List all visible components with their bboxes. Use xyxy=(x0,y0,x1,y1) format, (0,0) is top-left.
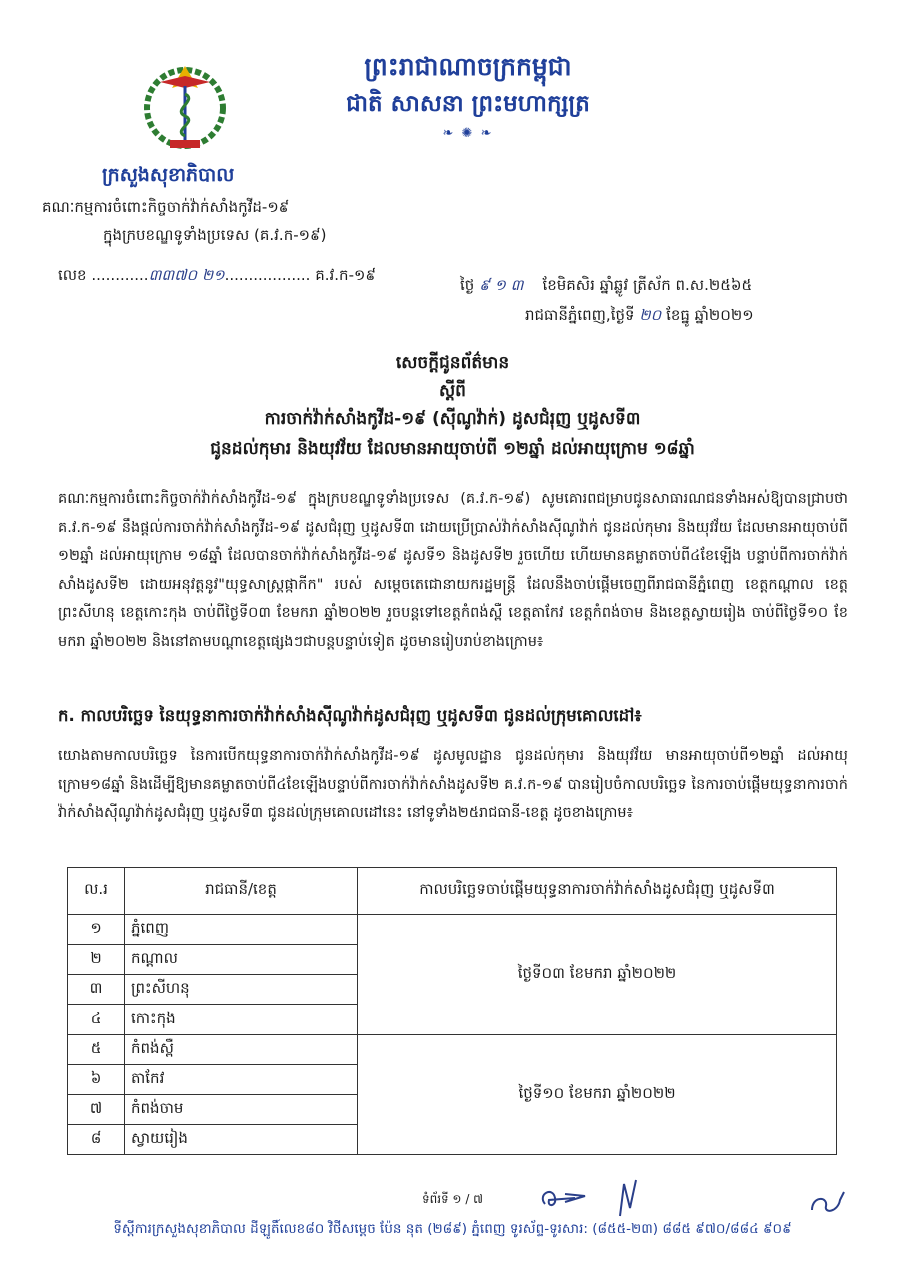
ref-prefix: លេខ xyxy=(58,266,87,284)
lunar-day-handwritten: ៩ ១ ៣ xyxy=(479,276,524,294)
ornament-icon: ❧ ✺ ❧ xyxy=(442,126,494,141)
national-motto: ជាតិ សាសនា ព្រះមហាក្សត្រ xyxy=(346,91,590,117)
schedule-paragraph: យោងតាមកាលបរិច្ឆេទ នៃការបើកយុទ្ធនាការចាក់វ៉ាក់សាំងកូវីដ-១៩ ដូសមូលដ្ឋាន ជូនដល់កុមារ និងយុវវ័យ មានអាយុចាប់ពី១២ឆ្នាំ ដល់អាយុក្រោម១៨ឆ្នាំ និងដើម្បីឱ្យមានគម្លាតចាប់ពី៤ខែឡើងបន្ទាប់ពីការចាក់វ៉ាក់សាំងដូសទី២ គ.វ.ក-១៩ បានរៀបចំកាលបរិច្ឆេទ នៃការចាប់ផ្ដើមយុទ្ធនាការចាក់វ៉ាក់សាំងស៊ីណូវ៉ាក់ដូសជំរុញ ឬដូសទី៣ ជូនដល់ក្រុមគោលដៅនេះ នៅទូទាំង២៥រាជធានី-ខេត្ត ដូចខាងក្រោម៖ xyxy=(58,748,848,821)
committee-name: គណៈកម្មការចំពោះកិច្ចចាក់វ៉ាក់សាំងកូវីដ-១៩ xyxy=(42,198,290,216)
table-header-row xyxy=(68,868,837,915)
schedule-table xyxy=(67,867,837,1155)
table-row: ១ ភ្នំពេញ ថ្ងៃទី០៣ ខែមករា ឆ្នាំ២០២២ xyxy=(68,915,837,945)
section-heading: ក. កាលបរិច្ឆេទ នៃយុទ្ធនាការចាក់វ៉ាក់សាំងស៊ីណូវ៉ាក់ដូសជំរុញ ឬដូសទី៣ ជូនដល់ក្រុមគោលដៅ៖ xyxy=(58,706,642,725)
table-row: ៨ ស្វាយរៀង xyxy=(68,1125,837,1155)
col-header-province: រាជធានី/ខេត្ត xyxy=(125,868,358,915)
doc-title: សេចក្ដីជូនព័ត៌មាន xyxy=(395,353,510,373)
footer-address: ទីស្ដីការក្រសួងសុខាភិបាល ដីឡូតិ៍លេខ៨០ វិថីសម្ដេច ប៉ែន នុត (២៨៩) ភ្នំពេញ ទូរស័ព្ទ-ទូរសារ: (៨៥៥-២៣) ៨៨៥ ៩៧០/៨៨៤ ៩០៩ xyxy=(113,1221,792,1237)
reference-number: លេខ ............៣៣៧០ ២១.................. គ.វ.ក-១៩ xyxy=(58,266,376,284)
signature-initial-3 xyxy=(808,1188,848,1218)
doc-subtitle-about: ស្ដីពី xyxy=(439,381,466,401)
col-header-date: កាលបរិច្ឆេទចាប់ផ្ដើមយុទ្ធនាការចាក់វ៉ាក់សាំងដូសជំរុញ ឬដូសទី៣ xyxy=(358,868,837,915)
committee-name-line2: ក្នុងក្របខណ្ឌទូទាំងប្រទេស (គ.វ.ក-១៩) xyxy=(103,226,327,244)
table-row: ២ កណ្ដាល xyxy=(68,945,837,975)
ministry-name: ក្រសួងសុខាភិបាល xyxy=(102,164,235,186)
gregorian-date: រាជធានីភ្នំពេញ,ថ្ងៃទី ២០ ខែធ្នូ ឆ្នាំ២០២១ xyxy=(525,306,754,324)
ministry-logo xyxy=(140,58,230,158)
table-row: ៦ តាកែវ xyxy=(68,1065,837,1095)
doc-subject-line2: ជូនដល់កុមារ និងយុវវ័យ ដែលមានអាយុចាប់ពី ១២ឆ្នាំ ដល់អាយុក្រោម ១៨ឆ្នាំ xyxy=(210,439,695,459)
greg-day-handwritten: ២០ xyxy=(639,306,662,324)
ref-suffix: គ.វ.ក-១៩ xyxy=(315,266,376,284)
lunar-date: ថ្ងៃ ៩ ១ ៣ ខែមិគសិរ ឆ្នាំឆ្លូវ ត្រីស័ក ព.ស.២៥៦៥ xyxy=(460,276,753,294)
table-row: ៤ កោះកុង xyxy=(68,1005,837,1035)
date-group-2: ថ្ងៃទី១០ ខែមករា ឆ្នាំ២០២២ xyxy=(358,1035,837,1155)
signature-initial-2 xyxy=(612,1178,642,1220)
table-row: ៥ កំពង់ស្ពឺ ថ្ងៃទី១០ ខែមករា ឆ្នាំ២០២២ xyxy=(68,1035,837,1065)
intro-paragraph: គណៈកម្មការចំពោះកិច្ចចាក់វ៉ាក់សាំងកូវីដ-១៩ ក្នុងក្របខណ្ឌទូទាំងប្រទេស (គ.វ.ក-១៩) សូមគោរពជម្រាបជូនសាធារណជនទាំងអស់ឱ្យបានជ្រាបថា គ.វ.ក-១៩ នឹងផ្ដល់ការចាក់វ៉ាក់សាំងកូវីដ-១៩ ដូសជំរុញ ឬដូសទី៣ ដោយប្រើប្រាស់វ៉ាក់សាំងស៊ីណូវ៉ាក់ ជូនដល់កុមារ និងយុវវ័យ ដែលមានអាយុចាប់ពី ១២ឆ្នាំ ដល់អាយុក្រោម ១៨ឆ្នាំ ដែលបានចាក់វ៉ាក់សាំងកូវីដ-១៩ ដូសទី១ និងដូសទី២ រួចហើយ ហើយមានគម្លាតចាប់ពី៤ខែឡើង បន្ទាប់ពីការចាក់វ៉ាក់សាំងដូសទី២ ដោយអនុវត្តនូវ"យុទ្ធសាស្ត្រផ្កាកីក" របស់ សម្ដេចតេជោនាយករដ្ឋមន្ត្រី ដែលនឹងចាប់ផ្ដើមចេញពីរាជធានីភ្នំពេញ ខេត្តកណ្ដាល ខេត្តព្រះសីហនុ ខេត្តកោះកុង ចាប់ពីថ្ងៃទី០៣ ខែមករា ឆ្នាំ២០២២ រួចបន្តទៅខេត្តកំពង់ស្ពឺ ខេត្តតាកែវ ខេត្តកំពង់ចាម និងខេត្តស្វាយរៀង ចាប់ពីថ្ងៃទី១០ ខែមករា ឆ្នាំ២០២២ និងនៅតាមបណ្ដាខេត្តផ្សេងៗជាបន្តបន្ទាប់ទៀត ដូចមានរៀបរាប់ខាងក្រោម៖ xyxy=(58,491,848,650)
table-row: ៧ កំពង់ចាម xyxy=(68,1095,837,1125)
page-number: ទំព័រទី ១ / ៧ xyxy=(421,1192,484,1206)
signature-initial-1 xyxy=(535,1184,595,1214)
ref-number-handwritten: ៣៣៧០ ២១ xyxy=(148,266,225,284)
date-group-1: ថ្ងៃទី០៣ ខែមករា ឆ្នាំ២០២២ xyxy=(358,915,837,1035)
table-row: ៣ ព្រះសីហនុ xyxy=(68,975,837,1005)
kingdom-title: ព្រះរាជាណាចក្រកម្ពុជា xyxy=(364,52,572,81)
doc-subject-line1: ការចាក់វ៉ាក់សាំងកូវីដ-១៩ (ស៊ីណូវ៉ាក់) ដូសជំរុញ ឬដូសទី៣ xyxy=(264,409,641,429)
col-header-no: ល.រ xyxy=(68,868,125,915)
